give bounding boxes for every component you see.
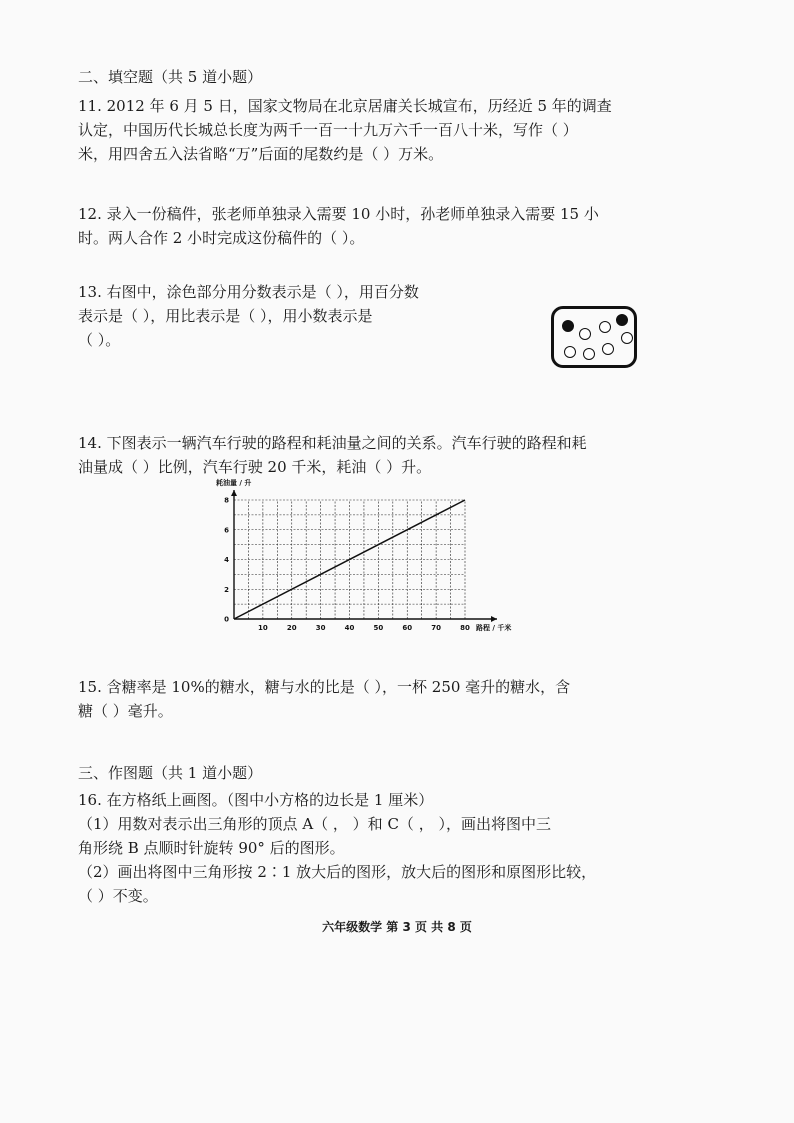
question-16-line-4: （2）画出将图中三角形按 2∶1 放大后的图形，放大后的图形和原图形比较， [78, 863, 597, 881]
question-16-line-5: （ ）不变。 [78, 887, 158, 905]
x-tick-label: 60 [402, 624, 413, 632]
x-tick-label: 40 [344, 624, 355, 632]
question-15-line-2: 糖（ ）毫升。 [78, 702, 173, 720]
empty-dot [599, 321, 611, 333]
x-tick-label: 20 [286, 624, 297, 632]
section-heading-fill-blank: 二、填空题（共 5 道小题） [78, 68, 263, 86]
question-11-line-2: 认定，中国历代长城总长度为两千一百一十九万六千一百八十米，写作（ ） [78, 121, 578, 139]
question-15-line-1: 15. 含糖率是 10%的糖水，糖与水的比是（ ），一杯 250 毫升的糖水，含 [78, 678, 571, 696]
y-tick-label: 6 [224, 526, 229, 535]
empty-dot [621, 332, 633, 344]
x-tick-label: 30 [315, 624, 326, 632]
x-axis-arrow [491, 616, 497, 622]
filled-dot [616, 314, 628, 326]
y-axis-title: 耗油量 / 升 [216, 479, 252, 487]
empty-dot [583, 348, 595, 360]
question-12-line-2: 时。两人合作 2 小时完成这份稿件的（ ）。 [78, 229, 365, 247]
question-16-line-2: （1）用数对表示出三角形的顶点 A（ ， ）和 C（ ， ），画出将图中三 [78, 815, 551, 833]
section-heading-drawing: 三、作图题（共 1 道小题） [78, 764, 263, 782]
filled-dot [562, 320, 574, 332]
empty-dot [602, 343, 614, 355]
page-footer: 六年级数学 第 3 页 共 8 页 [322, 920, 472, 934]
shaded-dots-figure [551, 306, 637, 368]
question-13-line-3: （ ）。 [78, 331, 121, 349]
x-tick-label: 80 [460, 624, 470, 632]
y-tick-label: 4 [224, 556, 229, 564]
question-16-line-3: 角形绕 B 点顺时针旋转 90° 后的图形。 [78, 839, 345, 857]
x-axis-title: 路程 / 千米 [476, 624, 512, 632]
question-13-line-2: 表示是（ ），用比表示是（ ），用小数表示是 [78, 307, 373, 325]
y-tick-label: 2 [224, 585, 229, 594]
question-13-line-1: 13. 右图中，涂色部分用分数表示是（ ），用百分数 [78, 283, 419, 301]
question-14-line-1: 14. 下图表示一辆汽车行驶的路程和耗油量之间的关系。汽车行驶的路程和耗 [78, 434, 587, 452]
x-tick-label: 50 [373, 624, 384, 632]
question-16-line-1: 16. 在方格纸上画图。（图中小方格的边长是 1 厘米） [78, 791, 434, 809]
y-axis-arrow [231, 490, 237, 496]
empty-dot [579, 328, 591, 340]
question-12-line-1: 12. 录入一份稿件，张老师单独录入需要 10 小时，孙老师单独录入需要 15 小 [78, 205, 599, 223]
empty-dot [564, 346, 576, 358]
question-14-line-2: 油量成（ ）比例，汽车行驶 20 千米，耗油（ ）升。 [78, 458, 432, 476]
y-tick-label: 0 [224, 615, 229, 624]
x-tick-label: 10 [258, 624, 268, 632]
question-11-line-3: 米，用四舍五入法省略“万”后面的尾数约是（ ）万米。 [78, 145, 444, 163]
y-tick-label: 8 [224, 496, 229, 505]
x-tick-label: 70 [431, 624, 441, 632]
question-11-line-1: 11. 2012 年 6 月 5 日，国家文物局在北京居庸关长城宣布，历经近 5 年的调查 [78, 97, 612, 115]
fuel-distance-chart [212, 476, 532, 636]
